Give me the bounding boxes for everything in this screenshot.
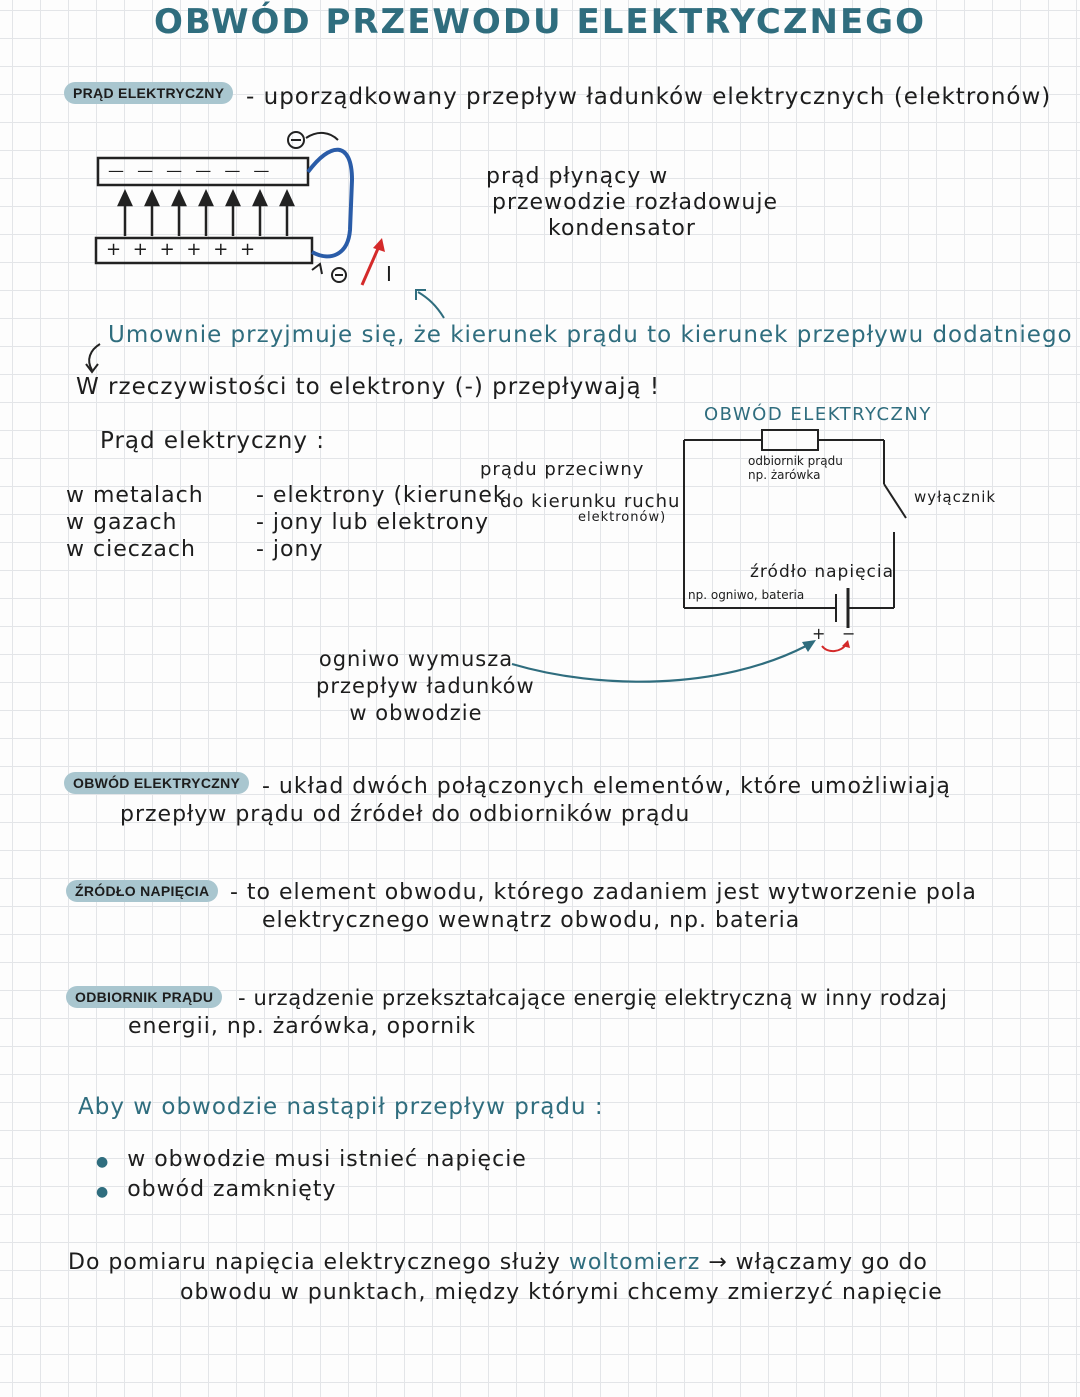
current-types-heading: Prąd elektryczny :: [100, 428, 325, 454]
plus-terminal: +: [812, 624, 826, 643]
cell-note: ogniwo wymusza przepływ ładunków w obwodzie: [316, 647, 535, 725]
source-label: źródło napięcia: [750, 562, 895, 582]
source-def-label: ŹRÓDŁO NAPIĘCIA: [66, 880, 218, 902]
receiver-def-label: ODBIORNIK PRĄDU: [66, 986, 222, 1008]
switch-label: wyłącznik: [914, 488, 997, 506]
convention-text: Umownie przyjmuje się, że kierunek prądu to kierunek przepływu dodatniego: [108, 322, 1073, 348]
voltmeter-line2: obwodu w punktach, między którymi chcemy zmierzyć napięcie: [180, 1280, 943, 1305]
list-item: w cieczach - jony: [66, 537, 324, 562]
conditions-list: [96, 1146, 527, 1206]
capacitor-note: prąd płynący w przewodzie rozładowuje kondensator: [486, 164, 779, 241]
page-title: OBWÓD PRZEWODU ELEKTRYCZNEGO: [154, 2, 926, 42]
circuit-def-label: OBWÓD ELEKTRYCZNY: [64, 772, 249, 794]
circuit-def-line2: przepływ prądu od źródeł do odbiorników prądu: [120, 802, 691, 827]
list-item: w gazach - jony lub elektrony: [66, 510, 490, 535]
receiver-label: odbiornik prądu np. żarówka: [748, 454, 843, 482]
voltmeter-line1: Do pomiaru napięcia elektrycznego służy woltomierz → włączamy go do: [68, 1250, 928, 1275]
source-example: np. ogniwo, bateria: [688, 588, 805, 602]
reality-text: W rzeczywistości to elektrony (-) przepływają !: [76, 374, 661, 400]
source-def-line2: elektrycznego wewnątrz obwodu, np. bateria: [262, 908, 801, 933]
capacitor-minus-plate: — — — — — —: [108, 161, 274, 180]
voltmeter-term: woltomierz: [568, 1250, 701, 1275]
source-def-line1: - to element obwodu, którego zadaniem jest wytworzenie pola: [230, 880, 977, 905]
minus-terminal: −: [842, 624, 856, 643]
receiver-def-line2: energii, np. żarówka, opornik: [128, 1014, 476, 1039]
list-item: ● w obwodzie musi istnieć napięcie: [96, 1147, 527, 1172]
direction-note: prądu przeciwny do kierunku ruchu elektronów): [480, 459, 681, 525]
list-item: ● obwód zamknięty: [96, 1177, 337, 1202]
list-item: w metalach - elektrony (kierunek: [66, 483, 507, 508]
circuit-title: OBWÓD ELEKTRYCZNY: [704, 404, 932, 425]
conditions-heading: Aby w obwodzie nastąpił przepływ prądu :: [78, 1094, 604, 1120]
current-symbol: I: [386, 262, 393, 286]
current-label: PRĄD ELEKTRYCZNY: [64, 82, 233, 104]
receiver-def-line1: - urządzenie przekształcające energię elektryczną w inny rodzaj: [238, 986, 948, 1010]
current-definition: - uporządkowany przepływ ładunków elektrycznych (elektronów): [246, 84, 1052, 110]
capacitor-plus-plate: + + + + + +: [106, 239, 259, 260]
circuit-def-line1: - układ dwóch połączonych elementów, które umożliwiają: [262, 774, 951, 799]
